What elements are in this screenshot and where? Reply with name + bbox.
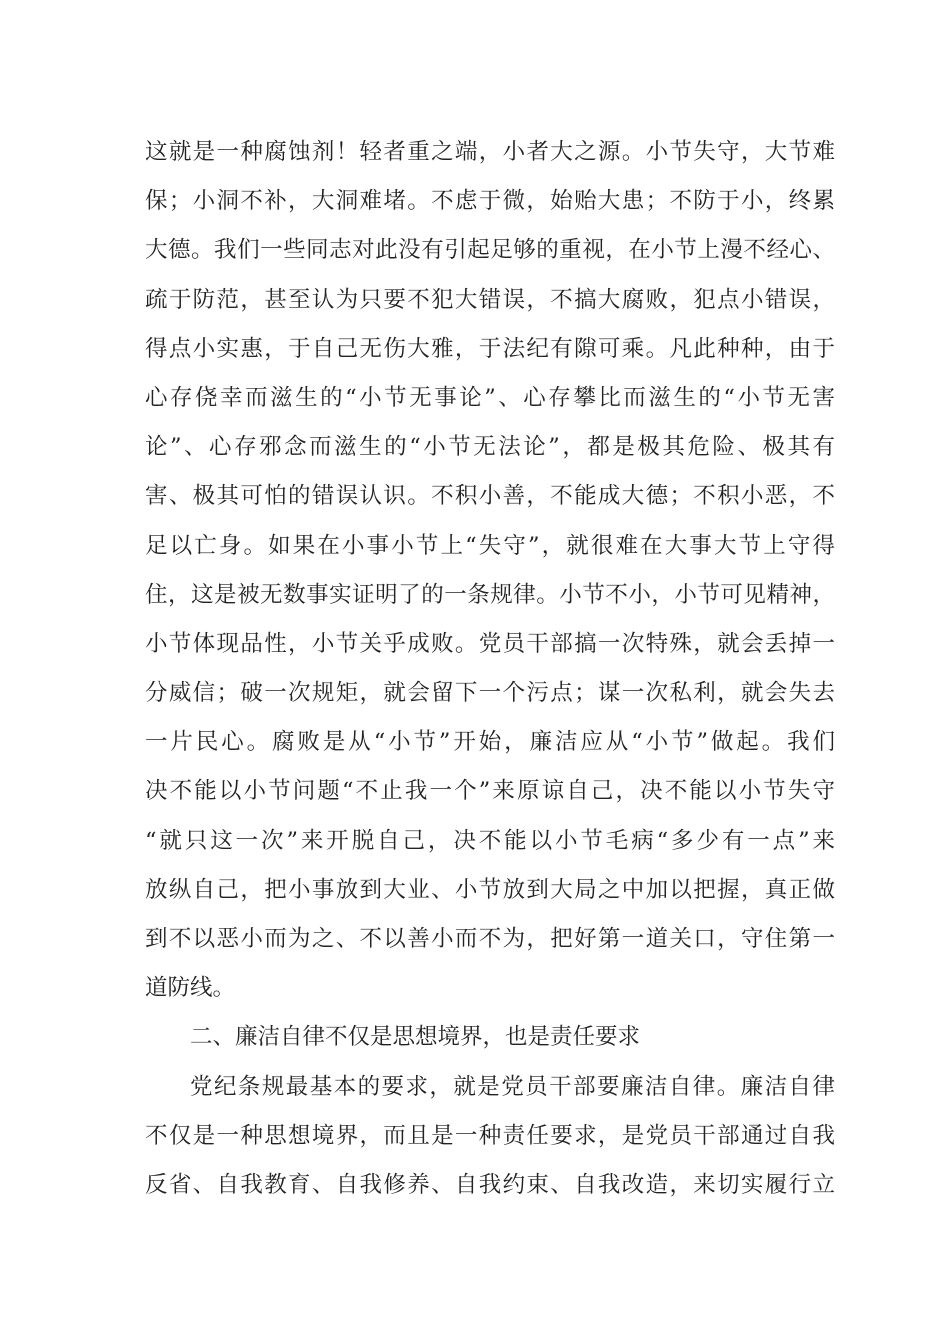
paragraph-line: 大德。我们一些同志对此没有引起足够的重视，在小节上漫不经心、 (145, 237, 835, 264)
paragraph-line: 不仅是一种思想境界，而且是一种责任要求，是党员干部通过自我 (145, 1122, 835, 1149)
paragraph-line: 分威信；破一次规矩，就会留下一个污点；谋一次私利，就会失去 (145, 680, 835, 707)
paragraph-line: 得点小实惠，于自己无伤大雅，于法纪有隙可乘。凡此种种，由于 (145, 335, 835, 362)
paragraph-line: 害、极其可怕的错误认识。不积小善，不能成大德；不积小恶，不 (145, 483, 835, 510)
paragraph-line: 心存侥幸而滋生的“小节无事论”、心存攀比而滋生的“小节无害 (145, 384, 835, 411)
paragraph-line: 这就是一种腐蚀剂！轻者重之端，小者大之源。小节失守，大节难 (145, 139, 835, 165)
paragraph-last-line: 道防线。 (145, 975, 236, 1002)
paragraph-line: 反省、自我教育、自我修养、自我约束、自我改造，来切实履行立 (145, 1171, 835, 1198)
paragraph-line: 论”、心存邪念而滋生的“小节无法论”，都是极其危险、极其有 (145, 434, 835, 461)
paragraph-line: 保；小洞不补，大洞难堵。不虑于微，始贻大患；不防于小，终累 (145, 188, 835, 215)
paragraph-line: 住，这是被无数事实证明了的一条规律。小节不小，小节可见精神， (145, 581, 835, 608)
paragraph-line: 疏于防范，甚至认为只要不犯大错误，不搞大腐败，犯点小错误， (145, 286, 835, 313)
paragraph-line: “就只这一次”来开脱自己，决不能以小节毛病“多少有一点”来 (145, 827, 835, 854)
paragraph-line: 决不能以小节问题“不止我一个”来原谅自己，决不能以小节失守 (145, 778, 835, 805)
document-body (145, 128, 835, 1210)
paragraph-line: 放纵自己，把小事放到大业、小节放到大局之中加以把握，真正做 (145, 876, 835, 903)
paragraph-line: 足以亡身。如果在小事小节上“失守”，就很难在大事大节上守得 (145, 532, 835, 559)
paragraph-line: 党纪条规最基本的要求，就是党员干部要廉洁自律。廉洁自律 (190, 1073, 835, 1100)
paragraph-line: 到不以恶小而为之、不以善小而不为，把好第一道关口，守住第一 (145, 926, 835, 952)
paragraph-line: 一片民心。腐败是从“小节”开始，廉洁应从“小节”做起。我们 (145, 729, 835, 756)
paragraph-line: 小节体现品性，小节关乎成败。党员干部搞一次特殊，就会丢掉一 (145, 630, 835, 657)
section-heading: 二、廉洁自律不仅是思想境界，也是责任要求 (190, 1024, 641, 1051)
